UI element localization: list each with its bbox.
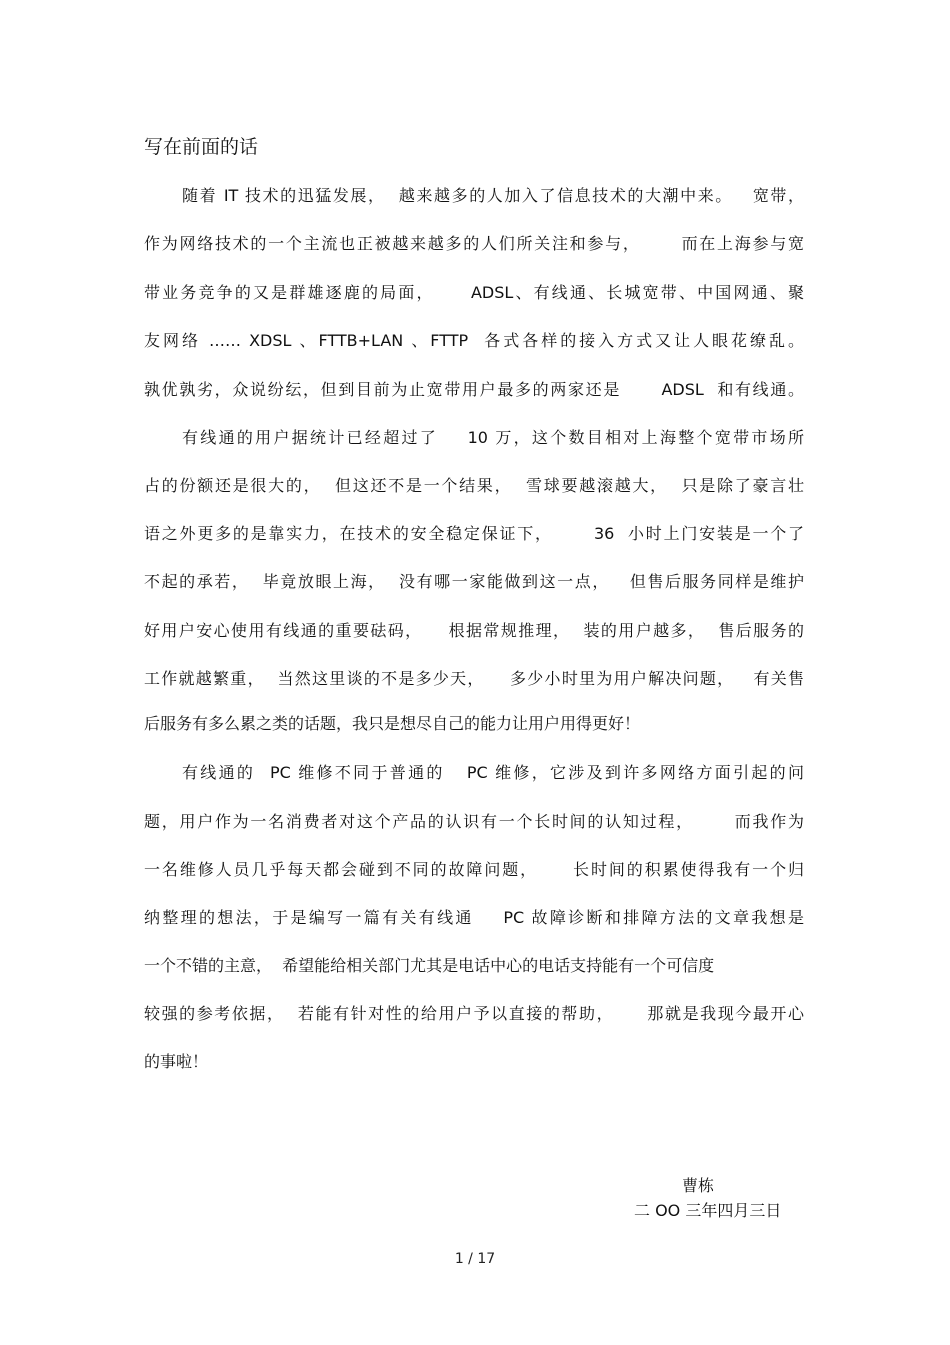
paragraph-line: 工作就越繁重， 当然这里谈的不是多少天， 多少小时里为用户解决问题， 有关售 <box>144 669 804 688</box>
document-date: 二 OO 三年四月三日 <box>634 1201 782 1220</box>
paragraph-line: 友网络 …… XDSL 、FTTB+LAN 、FTTP 各式各样的接入方式又让人眼花缭乱。 <box>144 331 804 350</box>
paragraph-line: 占的份额还是很大的， 但这还不是一个结果， 雪球要越滚越大， 只是除了豪言壮 <box>144 476 804 495</box>
author-name: 曹栋 <box>682 1176 715 1195</box>
paragraph-line: 孰优孰劣，众说纷纭，但到目前为止宽带用户最多的两家还是 ADSL 和有线通。 <box>144 380 804 399</box>
paragraph-line: 的事啦！ <box>144 1052 209 1071</box>
paragraph-line: 不起的承若， 毕竟放眼上海， 没有哪一家能做到这一点， 但售后服务同样是维护 <box>144 572 804 591</box>
paragraph-line: 题，用户作为一名消费者对这个产品的认识有一个长时间的认知过程， 而我作为 <box>144 812 804 831</box>
paragraph-line: 一个不错的主意， 希望能给相关部门尤其是电话中心的电话支持能有一个可信度 <box>144 956 715 975</box>
paragraph-line: 好用户安心使用有线通的重要砝码， 根据常规推理， 装的用户越多， 售后服务的 <box>144 621 804 640</box>
paragraph-line: 纳整理的想法，于是编写一篇有关有线通 PC 故障诊断和排障方法的文章我想是 <box>144 908 804 927</box>
paragraph-line: 一名维修人员几乎每天都会碰到不同的故障问题， 长时间的积累使得我有一个归 <box>144 860 804 879</box>
paragraph-line: 有线通的用户据统计已经超过了 10 万，这个数目相对上海整个宽带市场所 <box>182 428 804 447</box>
document-heading: 写在前面的话 <box>144 136 259 158</box>
paragraph-line: 有线通的 PC 维修不同于普通的 PC 维修，它涉及到许多网络方面引起的问 <box>182 763 804 782</box>
paragraph-line: 随着 IT 技术的迅猛发展， 越来越多的人加入了信息技术的大潮中来。 宽带， <box>182 186 804 205</box>
page-indicator: 1 / 17 <box>454 1251 496 1267</box>
paragraph-line: 较强的参考依据， 若能有针对性的给用户予以直接的帮助， 那就是我现今最开心 <box>144 1004 804 1023</box>
paragraph-line: 后服务有多么累之类的话题，我只是想尽自己的能力让用户用得更好！ <box>144 714 641 733</box>
paragraph-line: 带业务竞争的又是群雄逐鹿的局面， ADSL、有线通、长城宽带、中国网通、聚 <box>144 283 804 302</box>
paragraph-line: 语之外更多的是靠实力，在技术的安全稳定保证下， 36 小时上门安装是一个了 <box>144 524 804 543</box>
paragraph-line: 作为网络技术的一个主流也正被越来越多的人们所关注和参与， 而在上海参与宽 <box>144 234 804 253</box>
